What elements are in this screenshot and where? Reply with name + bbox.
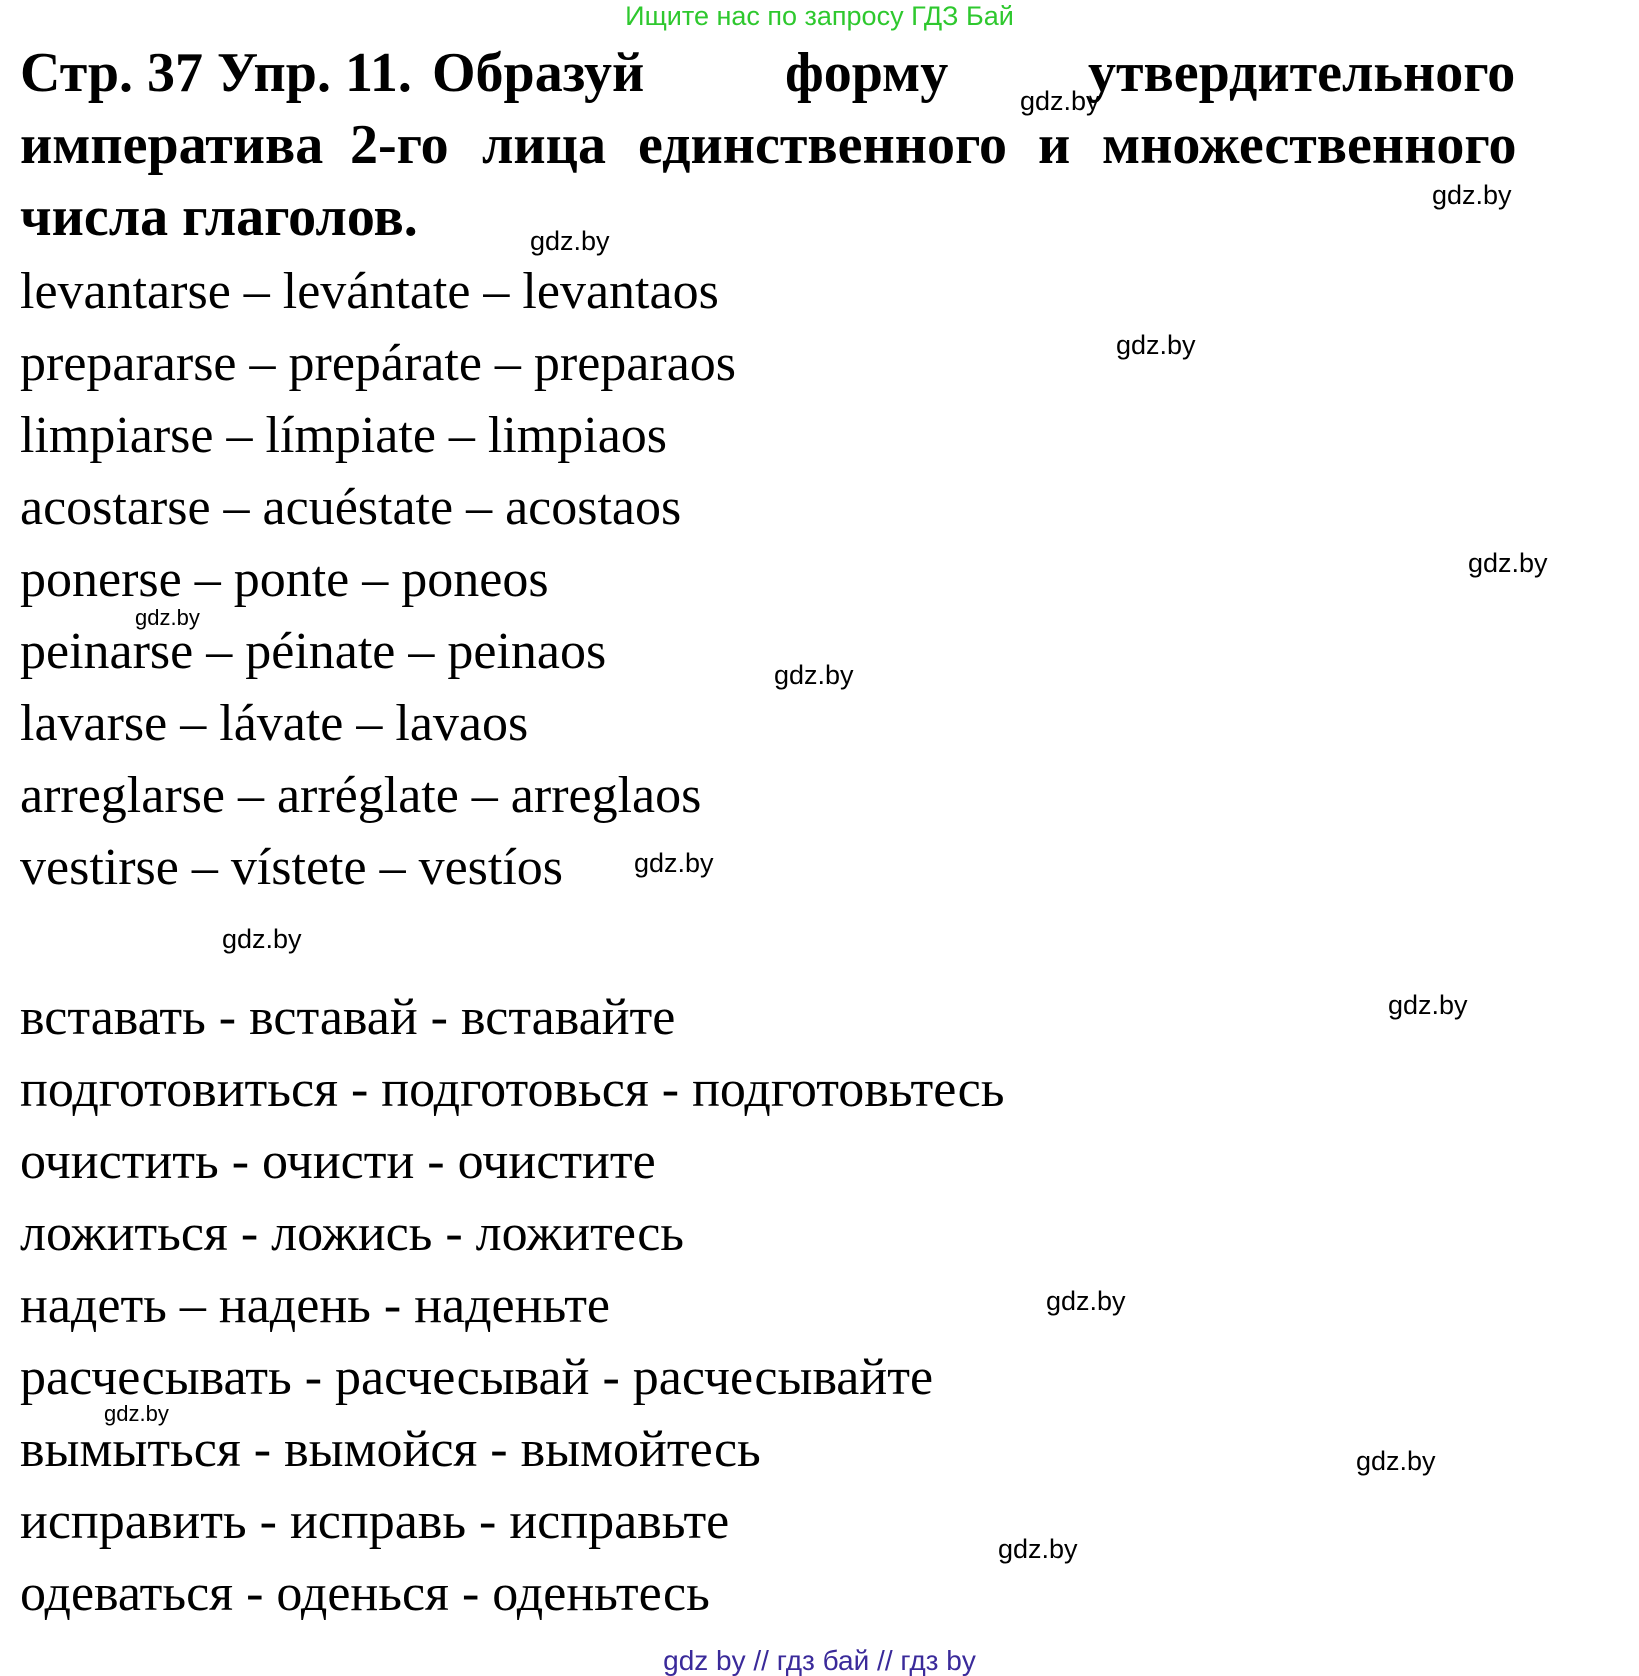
footer: gdz by // гдз бай // гдз by	[663, 1645, 976, 1676]
heading-word: множественного	[1102, 114, 1517, 176]
spanish-row: peinarse – péinate – peinaos	[20, 623, 607, 680]
spanish-row: limpiarse – límpiate – limpiaos	[20, 407, 668, 464]
watermark: gdz.by	[774, 660, 854, 690]
heading-word: 2-го	[350, 114, 449, 176]
russian-row: расчесывать - расчесывай - расчесывайте	[20, 1349, 934, 1406]
watermark: gdz.by	[634, 848, 714, 878]
watermark: gdz.by	[1116, 330, 1196, 360]
russian-row: вставать - вставай - вставайте	[20, 989, 676, 1046]
heading-word: и	[1038, 114, 1071, 176]
heading-line-3: числа глаголов.	[20, 186, 418, 248]
watermark: gdz.by	[1020, 86, 1100, 116]
top-banner: Ищите нас по запросу ГДЗ Бай	[625, 1, 1014, 31]
spanish-row: prepararse – prepárate – preparaos	[20, 335, 737, 392]
watermark: gdz.by	[1468, 548, 1548, 578]
heading-word: форму	[785, 42, 949, 104]
spanish-row: vestirse – vístete – vestíos	[20, 839, 564, 896]
watermark: gdz.by	[1432, 180, 1512, 210]
watermark: gdz.by	[530, 226, 610, 256]
spanish-row: ponerse – ponte – poneos	[20, 551, 549, 608]
heading-word: Образуй	[432, 42, 645, 104]
heading-page-exercise: Стр. 37 Упр. 11.	[20, 42, 412, 104]
heading-word: лица	[482, 114, 606, 176]
russian-row: исправить - исправь - исправьте	[20, 1493, 730, 1550]
spanish-row: arreglarse – arréglate – arreglaos	[20, 767, 702, 824]
watermark: gdz.by	[1046, 1286, 1126, 1316]
heading-word: утвердительного	[1088, 42, 1516, 104]
watermark: gdz.by	[1356, 1446, 1436, 1476]
spanish-row: acostarse – acuéstate – acostaos	[20, 479, 682, 536]
russian-row: одеваться - оденься - оденьтесь	[20, 1565, 710, 1622]
watermark: gdz.by	[1388, 990, 1468, 1020]
russian-row: очистить - очисти - очистите	[20, 1133, 656, 1190]
watermark: gdz.by	[998, 1534, 1078, 1564]
heading-word: императива	[20, 114, 324, 176]
russian-row: подготовиться - подготовься - подготовьтесь	[20, 1061, 1005, 1118]
russian-row: надеть – надень - наденьте	[20, 1277, 611, 1334]
spanish-row: levantarse – levántate – levantaos	[20, 263, 719, 320]
russian-row: вымыться - вымойся - вымойтесь	[20, 1421, 761, 1478]
watermark: gdz.by	[104, 1401, 169, 1426]
spanish-row: lavarse – lávate – lavaos	[20, 695, 529, 752]
heading-word: единственного	[638, 114, 1008, 176]
russian-row: ложиться - ложись - ложитесь	[20, 1205, 684, 1262]
watermark: gdz.by	[222, 924, 302, 954]
watermark: gdz.by	[135, 605, 200, 630]
